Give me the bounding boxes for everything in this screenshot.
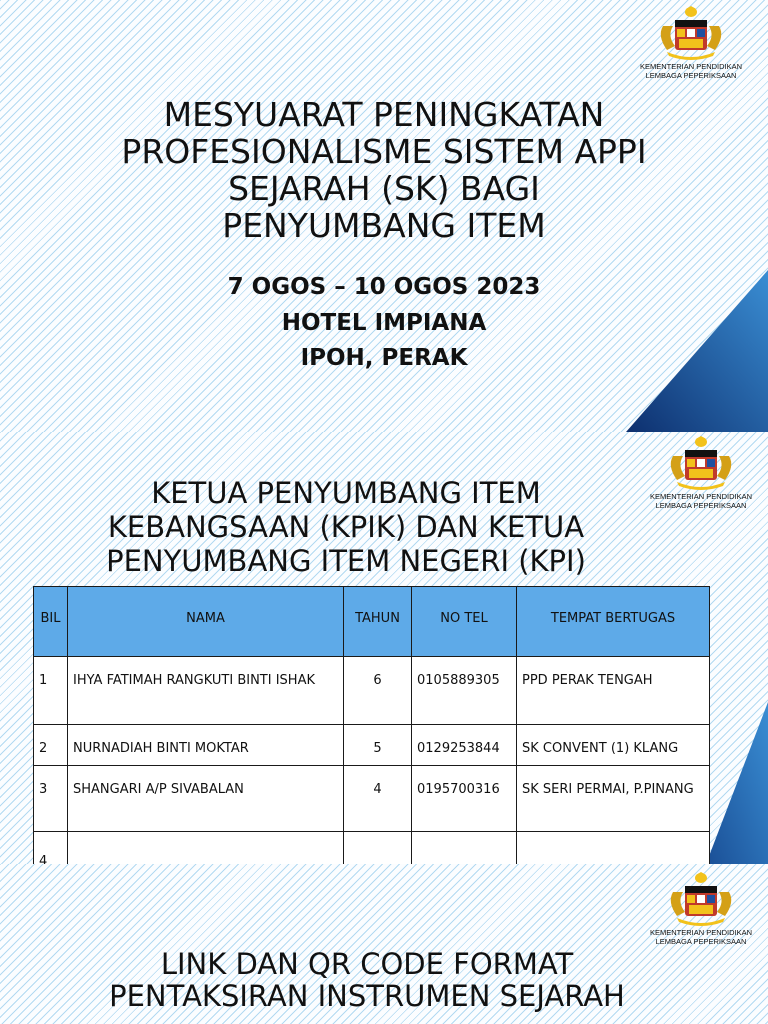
slide2-title (0, 476, 692, 578)
table-row (34, 832, 710, 865)
cell-nama: IHYA FATIMAH RANGKUTI BINTI ISHAK (68, 657, 344, 725)
title-line: LINK DAN QR CODE FORMAT (160, 947, 574, 981)
title-line: MESYUARAT PENINGKATAN (163, 95, 605, 134)
coat-of-arms-icon (653, 6, 729, 62)
table-row (34, 657, 710, 725)
title-line: PROFESIONALISME SISTEM APPI (121, 132, 647, 171)
title-line: PENYUMBANG ITEM NEGERI (KPI) (106, 544, 586, 578)
event-venue: HOTEL IMPIANA (281, 310, 487, 336)
cell-no-tel: 0105889305 (412, 657, 517, 725)
coat-of-arms-icon (663, 872, 739, 928)
event-city: IPOH, PERAK (300, 345, 468, 371)
logo-text-line-1: KEMENTERIAN PENDIDIKAN (649, 492, 753, 501)
cell-tahun: 5 (344, 725, 412, 766)
ministry-logo (646, 872, 756, 946)
slide1-title (0, 96, 768, 244)
slide-committee (0, 432, 768, 864)
corner-triangle-decoration (706, 702, 768, 864)
title-line: SEJARAH (SK) BAGI (228, 169, 540, 208)
header-nama: NAMA (68, 587, 344, 657)
corner-triangle-decoration (626, 270, 768, 432)
committee-table (33, 586, 710, 864)
cell-tahun: 6 (344, 657, 412, 725)
slide-title (0, 0, 768, 432)
slide-link-qr (0, 864, 768, 1024)
slide3-title (0, 948, 734, 1012)
cell-tahun: 4 (344, 766, 412, 832)
title-line: KETUA PENYUMBANG ITEM (151, 476, 541, 510)
table-row (34, 725, 710, 766)
ministry-logo (636, 6, 746, 80)
header-tahun: TAHUN (344, 587, 412, 657)
logo-text-line-1: KEMENTERIAN PENDIDIKAN (649, 928, 753, 937)
cell-no-tel (412, 832, 517, 865)
table-header-row (34, 587, 710, 657)
title-line: PENYUMBANG ITEM (222, 206, 546, 245)
cell-bil: 3 (34, 766, 68, 832)
header-tempat-bertugas: TEMPAT BERTUGAS (517, 587, 710, 657)
logo-text-line-1: KEMENTERIAN PENDIDIKAN (639, 62, 743, 71)
cell-bil: 2 (34, 725, 68, 766)
cell-tempat: PPD PERAK TENGAH (517, 657, 710, 725)
title-line: KEBANGSAAN (KPIK) DAN KETUA (107, 510, 585, 544)
cell-nama: SHANGARI A/P SIVABALAN (68, 766, 344, 832)
cell-no-tel: 0129253844 (412, 725, 517, 766)
cell-no-tel: 0195700316 (412, 766, 517, 832)
cell-tempat: SK CONVENT (1) KLANG (517, 725, 710, 766)
cell-nama: NURNADIAH BINTI MOKTAR (68, 725, 344, 766)
logo-text-line-2: LEMBAGA PEPERIKSAAN (655, 501, 747, 510)
header-bil: BIL (34, 587, 68, 657)
cell-tahun (344, 832, 412, 865)
cell-nama (68, 832, 344, 865)
cell-tempat (517, 832, 710, 865)
logo-text-line-2: LEMBAGA PEPERIKSAAN (655, 937, 747, 946)
logo-text-line-2: LEMBAGA PEPERIKSAAN (645, 71, 737, 80)
cell-bil: 1 (34, 657, 68, 725)
cell-tempat: SK SERI PERMAI, P.PINANG (517, 766, 710, 832)
event-date: 7 OGOS – 10 OGOS 2023 (227, 274, 541, 300)
table-row (34, 766, 710, 832)
title-line: PENTAKSIRAN INSTRUMEN SEJARAH (109, 979, 625, 1013)
cell-bil: 4 (34, 832, 68, 865)
header-no-tel: NO TEL (412, 587, 517, 657)
